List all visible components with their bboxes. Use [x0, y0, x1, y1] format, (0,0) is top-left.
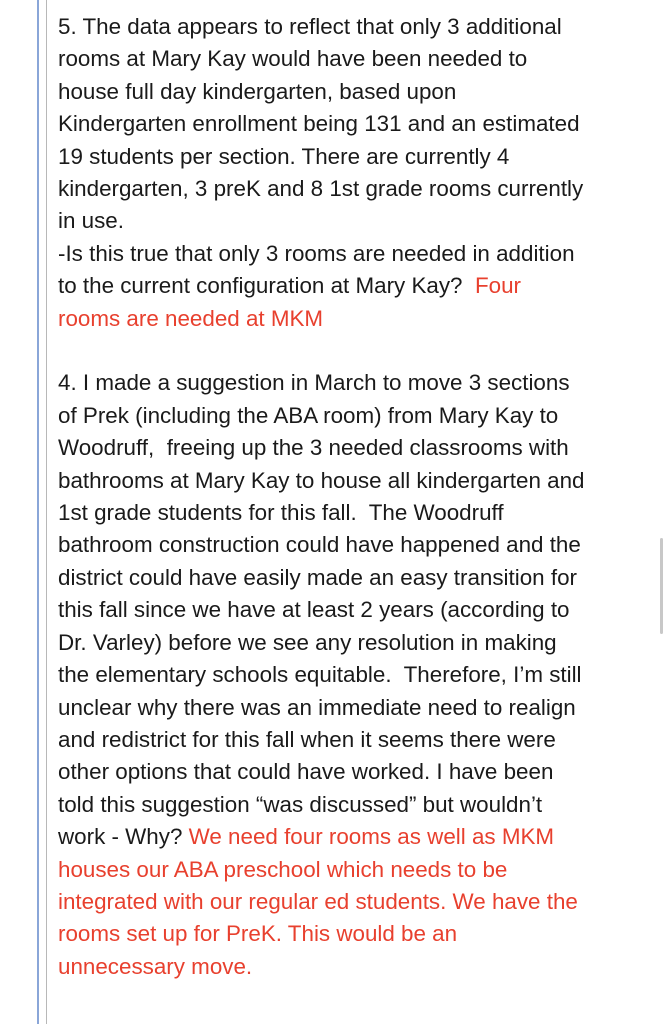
item-4-question-line: district could have easily made an easy transition for [58, 564, 577, 590]
item-4-question-line: this fall since we have at least 2 years (according to [58, 597, 570, 623]
item-5-mixed-line [58, 270, 658, 302]
margin-line-blue [37, 0, 39, 1024]
item-4-answer-line: unnecessary move. [58, 953, 253, 979]
item-5-question-line: 5. The data appears to reflect that only 3 additional [58, 14, 562, 39]
item-5-answer-line: rooms are needed at MKM [58, 305, 324, 331]
item-4-question-end: work - Why? [58, 824, 189, 850]
item-5-question-line: 19 students per section. There are currently 4 [58, 143, 510, 169]
item-5-answer-start: Four [474, 273, 521, 299]
item-5-question-line: house full day kindergarten, based upon [58, 78, 457, 104]
scroll-indicator[interactable] [660, 538, 663, 634]
item-5-question-end: to the current configuration at Mary Kay? [58, 273, 475, 299]
margin-line-gray [46, 0, 47, 1024]
paragraph-gap [58, 335, 658, 367]
item-5-question-line: kindergarten, 3 preK and 8 1st grade rooms currently [58, 176, 584, 202]
item-4-answer-start: We need four rooms as well as MKM [188, 824, 555, 850]
item-5-question-line: in use. [58, 208, 124, 234]
item-4-question-line: Dr. Varley) before we see any resolution in making [58, 629, 557, 655]
item-4-mixed-line [58, 821, 658, 853]
item-4-question-line: unclear why there was an immediate need to realign [58, 694, 576, 720]
item-4-question-line: the elementary schools equitable. Therefore, I’m still [58, 662, 582, 688]
item-4-question-line: other options that could have worked. I have been [58, 759, 554, 785]
item-4-question-line: of Prek (including the ABA room) from Mary Kay to [58, 402, 559, 428]
item-4-question-line: bathrooms at Mary Kay to house all kindergarten and [58, 467, 585, 493]
item-5 [58, 11, 658, 335]
item-4-question-line: Woodruff, freeing up the 3 needed classrooms with [58, 435, 569, 461]
item-4-question-line: 1st grade students for this fall. The Woodruff [58, 500, 504, 526]
item-5-question-line: -Is this true that only 3 rooms are needed in addition [58, 240, 575, 266]
item-4-question-line: bathroom construction could have happened and the [58, 532, 581, 558]
item-4-answer-line: rooms set up for PreK. This would be an [58, 921, 458, 947]
item-4-question-line: told this suggestion “was discussed” but wouldn’t [58, 791, 543, 817]
item-5-question-line: Kindergarten enrollment being 131 and an estimated [58, 111, 580, 137]
item-5-question-line: rooms at Mary Kay would have been needed to [58, 46, 528, 72]
item-4-question-line: and redistrict for this fall when it seems there were [58, 726, 556, 752]
item-4-question-line: 4. I made a suggestion in March to move 3 sections [58, 370, 570, 396]
item-4-answer-line: houses our ABA preschool which needs to be [58, 856, 508, 882]
item-4-answer-line: integrated with our regular ed students. We have the [58, 888, 578, 914]
document-body [58, 11, 658, 983]
item-4 [58, 367, 658, 983]
